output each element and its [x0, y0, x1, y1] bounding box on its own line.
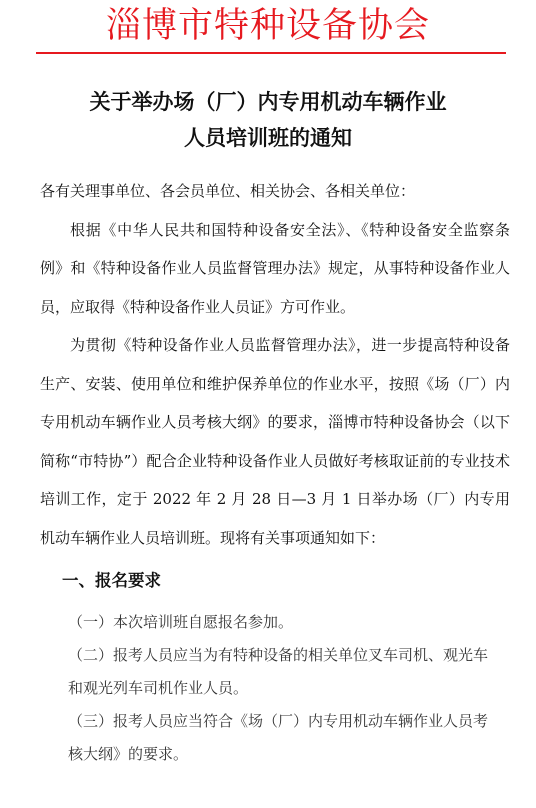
notice-body — [40, 172, 510, 557]
title-line-1: 关于举办场（厂）内专用机动车辆作业 — [89, 90, 447, 114]
list-item: （二）报考人员应当为有特种设备的相关单位叉车司机、观光车和观光列车司机作业人员。 — [68, 646, 489, 697]
organization-header: 淄博市特种设备协会 — [105, 6, 430, 46]
list-item: （一）本次培训班自愿报名参加。 — [68, 613, 294, 631]
registration-requirements-list — [68, 606, 488, 771]
paragraph-training-arrangement: 为贯彻《特种设备作业人员监督管理办法》，进一步提高特种设备生产、安装、使用单位和维护保养单位的作业水平，按照《场（厂）内专用机动车辆作业人员考核大纲》的要求，淄博市特种设备协会（以下简称“市特协”）配合企业特种设备作业人员做好考核取证前的专业技术培训工作，定于 2022 年 2 月 28 日—3 月 1 日举办场（厂）内专用机动车辆作业人员培训班。现将有关事项通知如下： — [40, 336, 510, 547]
header-divider — [36, 52, 506, 54]
title-line-2: 人员培训班的通知 — [184, 126, 352, 150]
paragraph-legal-basis: 根据《中华人民共和国特种设备安全法》、《特种设备安全监察条例》和《特种设备作业人员监督管理办法》规定，从事特种设备作业人员，应取得《特种设备作业人员证》方可作业。 — [40, 220, 510, 316]
list-item: （三）报考人员应当符合《场（厂）内专用机动车辆作业人员考核大纲》的要求。 — [68, 712, 489, 763]
section-heading-registration: 一、报名要求 — [62, 571, 161, 590]
salutation: 各有关理事单位、各会员单位、相关协会、各相关单位： — [40, 182, 416, 200]
document-title — [0, 84, 536, 156]
